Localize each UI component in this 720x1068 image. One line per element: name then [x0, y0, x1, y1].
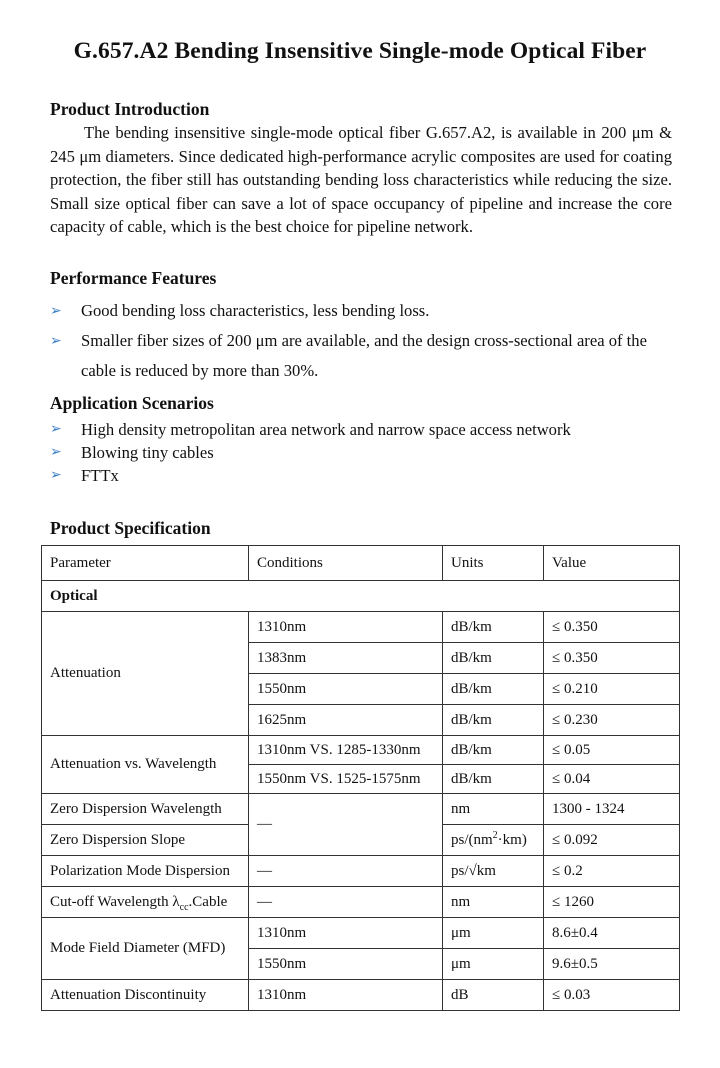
- cond-cell: —: [249, 856, 443, 887]
- table-row: [42, 887, 680, 918]
- cond-cell: —: [249, 887, 443, 918]
- arrow-bullet-icon: ➢: [50, 444, 62, 460]
- section-row: [42, 581, 680, 612]
- page-title: G.657.A2 Bending Insensitive Single-mode Optical Fiber: [73, 38, 647, 64]
- application-text: Blowing tiny cables: [81, 443, 214, 462]
- value-cell: ≤ 0.210: [544, 674, 680, 705]
- intro-paragraph: [50, 121, 672, 239]
- cond-cell: —: [249, 794, 443, 856]
- feature-text: Smaller fiber sizes of 200 μm are available, and the design cross-sectional area of the cable is reduced by more than 30%.: [81, 331, 647, 380]
- value-cell: ≤ 0.092: [544, 825, 680, 856]
- section-label: Optical: [42, 581, 680, 612]
- table-header-row: [42, 546, 680, 581]
- value-cell: ≤ 1260: [544, 887, 680, 918]
- table-row: [42, 612, 680, 643]
- param-cell: Attenuation vs. Wavelength: [42, 736, 249, 794]
- arrow-bullet-icon: ➢: [50, 333, 62, 349]
- header-cell: Parameter: [42, 546, 249, 581]
- applications-heading: Application Scenarios: [50, 393, 214, 413]
- param-cell: Cut-off Wavelength $\lambda_{cc}.Cable$: [42, 887, 249, 918]
- unit-cell: ps/√km: [443, 856, 544, 887]
- cond-cell: 1550nm VS. 1525-1575nm: [249, 765, 443, 794]
- spec-table: [41, 545, 680, 1011]
- cond-cell: 1383nm: [249, 643, 443, 674]
- arrow-bullet-icon: ➢: [50, 421, 62, 437]
- feature-text: Good bending loss characteristics, less bending loss.: [81, 301, 430, 320]
- unit-cell: μm: [443, 949, 544, 980]
- param-cell: Attenuation: [42, 612, 249, 736]
- cond-cell: 1625nm: [249, 705, 443, 736]
- unit-cell: dB/km: [443, 736, 544, 765]
- table-row: [42, 856, 680, 887]
- value-cell: 9.6±0.5: [544, 949, 680, 980]
- cond-cell: 1310nm VS. 1285-1330nm: [249, 736, 443, 765]
- value-cell: ≤ 0.350: [544, 612, 680, 643]
- param-cell: Attenuation Discontinuity: [42, 980, 249, 1011]
- cond-cell: 1550nm: [249, 949, 443, 980]
- intro-text: The bending insensitive single-mode optical fiber G.657.A2, is available in 200 μm & 245 μm diameters. Since dedicated high-performance acrylic composites are used for coating protection, the fiber still has outstanding bending loss characteristics while reducing the size. Small size optical fiber can save a lot of space occupancy of pipeline and increase the core capacity of cable, which is the best choice for pipeline network.: [50, 123, 672, 236]
- unit-cell: dB/km: [443, 765, 544, 794]
- param-cell: Zero Dispersion Slope: [42, 825, 249, 856]
- application-text: High density metropolitan area network and narrow space access network: [81, 420, 571, 439]
- table-row: [42, 980, 680, 1011]
- value-cell: 8.6±0.4: [544, 918, 680, 949]
- unit-cell: nm: [443, 794, 544, 825]
- value-cell: 1300 - 1324: [544, 794, 680, 825]
- value-cell: ≤ 0.03: [544, 980, 680, 1011]
- value-cell: ≤ 0.2: [544, 856, 680, 887]
- cond-cell: 1310nm: [249, 980, 443, 1011]
- cond-cell: 1550nm: [249, 674, 443, 705]
- table-row: [42, 794, 680, 825]
- param-cell: Polarization Mode Dispersion: [42, 856, 249, 887]
- unit-cell: nm: [443, 887, 544, 918]
- header-cell: Units: [443, 546, 544, 581]
- application-text: FTTx: [81, 466, 119, 485]
- unit-cell: dB/km: [443, 674, 544, 705]
- table-row: [42, 918, 680, 949]
- unit-cell: dB/km: [443, 612, 544, 643]
- value-cell: ≤ 0.05: [544, 736, 680, 765]
- value-cell: ≤ 0.04: [544, 765, 680, 794]
- header-cell: Conditions: [249, 546, 443, 581]
- param-cell: Zero Dispersion Wavelength: [42, 794, 249, 825]
- arrow-bullet-icon: ➢: [50, 303, 62, 319]
- arrow-bullet-icon: ➢: [50, 467, 62, 483]
- unit-cell: dB/km: [443, 705, 544, 736]
- unit-cell: $ps/(nm^2\cdot km)$: [443, 825, 544, 856]
- features-heading: Performance Features: [50, 268, 217, 288]
- intro-heading: Product Introduction: [50, 99, 210, 119]
- unit-cell: dB: [443, 980, 544, 1011]
- cond-cell: 1310nm: [249, 918, 443, 949]
- cond-cell: 1310nm: [249, 612, 443, 643]
- table-row: [42, 736, 680, 765]
- value-cell: ≤ 0.230: [544, 705, 680, 736]
- header-cell: Value: [544, 546, 680, 581]
- spec-heading: Product Specification: [50, 518, 211, 538]
- value-cell: ≤ 0.350: [544, 643, 680, 674]
- param-cell: Mode Field Diameter (MFD): [42, 918, 249, 980]
- unit-cell: μm: [443, 918, 544, 949]
- unit-cell: dB/km: [443, 643, 544, 674]
